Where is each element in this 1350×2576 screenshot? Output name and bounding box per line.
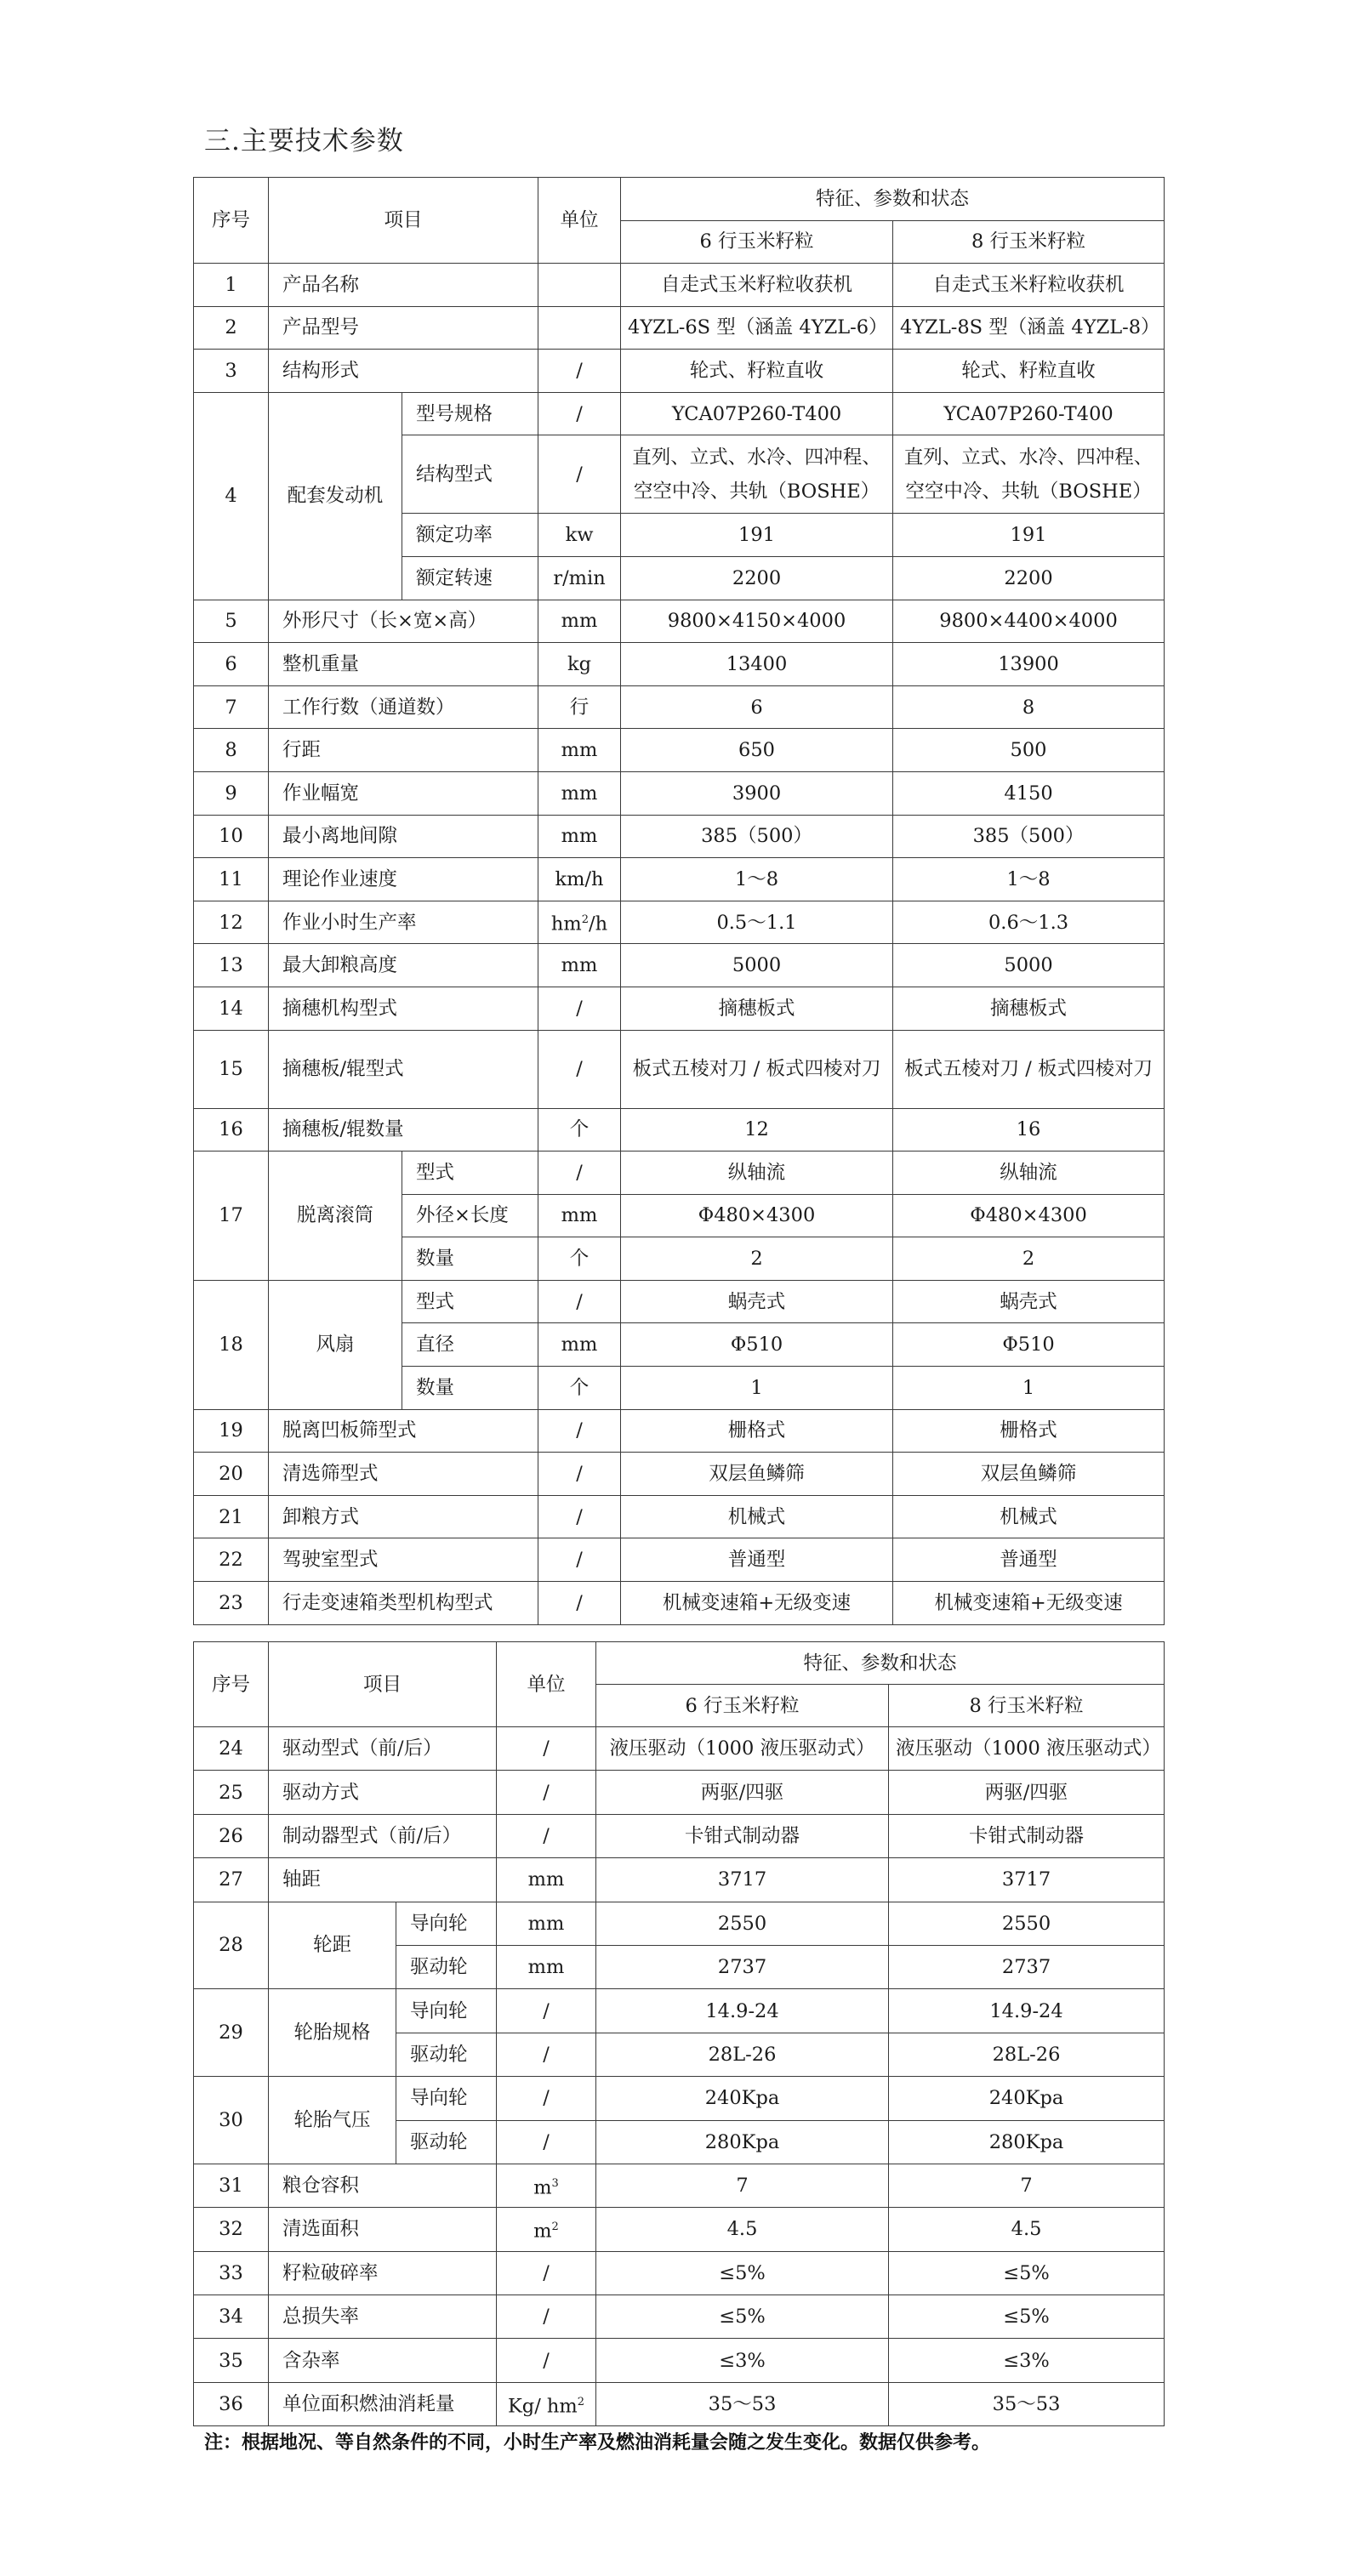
cell-value-a: 直列、立式、水冷、四冲程、空空中冷、共轨（BOSHE） — [621, 435, 893, 514]
table-row — [194, 901, 1165, 944]
table-row — [194, 2251, 1165, 2295]
cell-value-a: 2 — [621, 1237, 893, 1281]
cell-value-a: 7 — [596, 2164, 889, 2207]
table-row — [194, 1108, 1165, 1152]
header-no: 序号 — [194, 1642, 269, 1727]
cell-no: 12 — [194, 901, 269, 944]
cell-no: 17 — [194, 1152, 269, 1281]
cell-group-item: 轮距 — [269, 1902, 396, 1989]
cell-value-a: 栅格式 — [621, 1409, 893, 1453]
unit-exponent: 2 — [581, 913, 590, 927]
cell-value-b: Φ510 — [893, 1323, 1165, 1367]
table-row — [194, 2164, 1165, 2207]
cell-no: 26 — [194, 1814, 269, 1857]
cell-no: 15 — [194, 1030, 269, 1108]
cell-item: 清选筛型式 — [269, 1453, 538, 1496]
cell-value-b: 双层鱼鳞筛 — [893, 1453, 1165, 1496]
cell-value-b: 1 — [893, 1367, 1165, 1410]
cell-value-b: 14.9-24 — [889, 1989, 1165, 2033]
cell-no: 19 — [194, 1409, 269, 1453]
cell-value-b: 7 — [889, 2164, 1165, 2207]
cell-value-a: 普通型 — [621, 1538, 893, 1582]
cell-item: 卸粮方式 — [269, 1495, 538, 1538]
cell-no: 23 — [194, 1582, 269, 1625]
cell-unit: / — [538, 1409, 621, 1453]
cell-value-b: 自走式玉米籽粒收获机 — [893, 264, 1165, 307]
cell-value-b: 4YZL-8S 型（涵盖 4YZL-8） — [893, 306, 1165, 350]
table-row — [194, 1858, 1165, 1902]
cell-group-item: 脱离滚筒 — [269, 1152, 402, 1281]
cell-unit: / — [497, 2339, 596, 2382]
table-row — [194, 600, 1165, 643]
cell-unit: mm — [497, 1945, 596, 1988]
cell-value-b: 35～53 — [889, 2382, 1165, 2425]
cell-item: 粮仓容积 — [269, 2164, 497, 2207]
cell-unit: / — [497, 2033, 596, 2076]
cell-unit — [497, 2208, 596, 2251]
cell-value-b: 纵轴流 — [893, 1152, 1165, 1195]
cell-unit: mm — [538, 771, 621, 815]
cell-unit: / — [497, 1989, 596, 2033]
cell-value-a: 6 — [621, 685, 893, 729]
cell-value-a: 0.5～1.1 — [621, 901, 893, 944]
cell-unit: mm — [538, 729, 621, 772]
cell-value-a: 2200 — [621, 556, 893, 600]
cell-item: 清选面积 — [269, 2208, 497, 2251]
cell-value-a: 4YZL-6S 型（涵盖 4YZL-6） — [621, 306, 893, 350]
cell-item: 脱离凹板筛型式 — [269, 1409, 538, 1453]
cell-value-b: 280Kpa — [889, 2120, 1165, 2164]
cell-item: 作业小时生产率 — [269, 901, 538, 944]
cell-no: 22 — [194, 1538, 269, 1582]
cell-value-b: 385（500） — [893, 815, 1165, 858]
table-row — [194, 1814, 1165, 1857]
header-col-a: 6 行玉米籽粒 — [596, 1685, 889, 1727]
cell-value-b: 240Kpa — [889, 2077, 1165, 2120]
table-row — [194, 2208, 1165, 2251]
cell-group-item: 配套发动机 — [269, 392, 402, 600]
cell-value-b: 16 — [893, 1108, 1165, 1152]
table-row — [194, 392, 1165, 435]
cell-unit: kg — [538, 643, 621, 686]
cell-no: 14 — [194, 987, 269, 1030]
cell-value-b: 两驱/四驱 — [889, 1771, 1165, 1814]
cell-no: 7 — [194, 685, 269, 729]
cell-value-b: YCA07P260-T400 — [893, 392, 1165, 435]
cell-item: 驱动型式（前/后） — [269, 1727, 497, 1771]
cell-no: 36 — [194, 2382, 269, 2425]
cell-item: 摘穗板/辊型式 — [269, 1030, 538, 1108]
cell-no: 13 — [194, 944, 269, 987]
table-row — [194, 1152, 1165, 1195]
cell-value-b: 5000 — [893, 944, 1165, 987]
unit-base: m — [533, 2220, 552, 2243]
cell-item: 制动器型式（前/后） — [269, 1814, 497, 1857]
cell-value-b: 轮式、籽粒直收 — [893, 350, 1165, 393]
cell-sub-item: 导向轮 — [396, 1902, 497, 1945]
cell-unit — [538, 901, 621, 944]
cell-value-a: ≤5% — [596, 2295, 889, 2339]
cell-value-a: 机械式 — [621, 1495, 893, 1538]
cell-unit — [497, 2382, 596, 2425]
cell-unit: 个 — [538, 1108, 621, 1152]
cell-unit: / — [538, 987, 621, 1030]
cell-value-a: 1～8 — [621, 858, 893, 901]
cell-value-a: 1 — [621, 1367, 893, 1410]
cell-no: 35 — [194, 2339, 269, 2382]
cell-unit: / — [497, 1727, 596, 1771]
footnote: 注：根据地况、等自然条件的不同，小时生产率及燃油消耗量会随之发生变化。数据仅供参考。 — [204, 2431, 991, 2454]
cell-value-a: 385（500） — [621, 815, 893, 858]
cell-sub-item: 直径 — [402, 1323, 538, 1367]
cell-unit: mm — [497, 1858, 596, 1902]
cell-sub-item: 数量 — [402, 1237, 538, 1281]
cell-unit: 个 — [538, 1237, 621, 1281]
cell-value-a: 9800×4150×4000 — [621, 600, 893, 643]
cell-no: 20 — [194, 1453, 269, 1496]
cell-group-item: 轮胎规格 — [269, 1989, 396, 2077]
cell-value-a: Φ510 — [621, 1323, 893, 1367]
table-row — [194, 1902, 1165, 1945]
cell-no: 27 — [194, 1858, 269, 1902]
cell-sub-item: 驱动轮 — [396, 1945, 497, 1988]
cell-value-a: 自走式玉米籽粒收获机 — [621, 264, 893, 307]
cell-value-a: 2737 — [596, 1945, 889, 1988]
cell-value-b: ≤3% — [889, 2339, 1165, 2382]
table-row — [194, 1727, 1165, 1771]
cell-value-b: ≤5% — [889, 2295, 1165, 2339]
table-row — [194, 1495, 1165, 1538]
cell-unit: km/h — [538, 858, 621, 901]
cell-value-b: 机械变速箱+无级变速 — [893, 1582, 1165, 1625]
cell-unit: 个 — [538, 1367, 621, 1410]
cell-sub-item: 驱动轮 — [396, 2120, 497, 2164]
cell-unit: / — [497, 2120, 596, 2164]
cell-value-b: 普通型 — [893, 1538, 1165, 1582]
table-row — [194, 350, 1165, 393]
cell-no: 30 — [194, 2077, 269, 2164]
unit-base: m — [533, 2176, 552, 2199]
cell-value-b: 2550 — [889, 1902, 1165, 1945]
cell-unit: / — [497, 2077, 596, 2120]
cell-sub-item: 结构型式 — [402, 435, 538, 514]
cell-unit: / — [538, 1495, 621, 1538]
cell-no: 1 — [194, 264, 269, 307]
cell-value-a: Φ480×4300 — [621, 1194, 893, 1237]
cell-value-a: 3717 — [596, 1858, 889, 1902]
cell-value-a: ≤3% — [596, 2339, 889, 2382]
cell-unit: / — [538, 392, 621, 435]
cell-value-b: 1～8 — [893, 858, 1165, 901]
table-row — [194, 1538, 1165, 1582]
cell-item: 最小离地间隙 — [269, 815, 538, 858]
cell-unit: / — [538, 1030, 621, 1108]
cell-unit: mm — [538, 815, 621, 858]
cell-no: 31 — [194, 2164, 269, 2207]
cell-unit: mm — [538, 944, 621, 987]
cell-value-b: 4.5 — [889, 2208, 1165, 2251]
cell-value-b: 191 — [893, 514, 1165, 557]
cell-item: 行走变速箱类型机构型式 — [269, 1582, 538, 1625]
cell-sub-item: 型式 — [402, 1152, 538, 1195]
cell-item: 作业幅宽 — [269, 771, 538, 815]
header-item: 项目 — [269, 1642, 497, 1727]
cell-value-a: YCA07P260-T400 — [621, 392, 893, 435]
table-row — [194, 685, 1165, 729]
cell-value-b: 摘穗板式 — [893, 987, 1165, 1030]
cell-value-b: 蜗壳式 — [893, 1280, 1165, 1323]
cell-value-a: 双层鱼鳞筛 — [621, 1453, 893, 1496]
cell-value-a: 13400 — [621, 643, 893, 686]
cell-value-a: 5000 — [621, 944, 893, 987]
cell-unit: kw — [538, 514, 621, 557]
cell-value-b: 液压驱动（1000 液压驱动式） — [889, 1727, 1165, 1771]
cell-value-a: ≤5% — [596, 2251, 889, 2295]
cell-unit: mm — [497, 1902, 596, 1945]
cell-unit: / — [497, 1814, 596, 1857]
table-row — [194, 643, 1165, 686]
table-row — [194, 1409, 1165, 1453]
cell-unit: / — [538, 1538, 621, 1582]
header-col-b: 8 行玉米籽粒 — [889, 1685, 1165, 1727]
table-row — [194, 264, 1165, 307]
cell-value-a: 35～53 — [596, 2382, 889, 2425]
cell-value-b: 机械式 — [893, 1495, 1165, 1538]
table-row — [194, 944, 1165, 987]
cell-group-item: 轮胎气压 — [269, 2077, 396, 2164]
table-row — [194, 771, 1165, 815]
cell-no: 4 — [194, 392, 269, 600]
cell-unit — [538, 264, 621, 307]
cell-value-b: 0.6～1.3 — [893, 901, 1165, 944]
cell-value-a: 12 — [621, 1108, 893, 1152]
cell-item: 摘穗板/辊数量 — [269, 1108, 538, 1152]
cell-value-b: 2200 — [893, 556, 1165, 600]
cell-value-b: 9800×4400×4000 — [893, 600, 1165, 643]
cell-value-a: 280Kpa — [596, 2120, 889, 2164]
cell-no: 11 — [194, 858, 269, 901]
table-row — [194, 2295, 1165, 2339]
header-group: 特征、参数和状态 — [621, 178, 1165, 221]
cell-item: 籽粒破碎率 — [269, 2251, 497, 2295]
cell-value-b: 4150 — [893, 771, 1165, 815]
cell-no: 5 — [194, 600, 269, 643]
cell-value-b: 栅格式 — [893, 1409, 1165, 1453]
cell-item: 单位面积燃油消耗量 — [269, 2382, 497, 2425]
cell-item: 总损失率 — [269, 2295, 497, 2339]
cell-no: 32 — [194, 2208, 269, 2251]
cell-unit: mm — [538, 600, 621, 643]
cell-no: 16 — [194, 1108, 269, 1152]
cell-unit: / — [538, 1280, 621, 1323]
table-row — [194, 1030, 1165, 1108]
cell-item: 最大卸粮高度 — [269, 944, 538, 987]
cell-unit: mm — [538, 1194, 621, 1237]
cell-no: 6 — [194, 643, 269, 686]
header-item: 项目 — [269, 178, 538, 264]
cell-no: 34 — [194, 2295, 269, 2339]
cell-value-b: 板式五棱对刀 / 板式四棱对刀 — [893, 1030, 1165, 1108]
cell-unit: / — [497, 2295, 596, 2339]
table-row — [194, 2077, 1165, 2120]
table-row — [194, 729, 1165, 772]
cell-value-a: 2550 — [596, 1902, 889, 1945]
cell-no: 10 — [194, 815, 269, 858]
spec-table-2 — [193, 1641, 1165, 2426]
cell-unit: / — [538, 1582, 621, 1625]
cell-unit — [497, 2164, 596, 2207]
table-row — [194, 858, 1165, 901]
cell-unit: / — [538, 1453, 621, 1496]
cell-value-a: 240Kpa — [596, 2077, 889, 2120]
cell-no: 29 — [194, 1989, 269, 2077]
cell-value-a: 4.5 — [596, 2208, 889, 2251]
cell-item: 工作行数（通道数） — [269, 685, 538, 729]
cell-value-a: 191 — [621, 514, 893, 557]
unit-exponent: 3 — [551, 2176, 559, 2190]
cell-unit: / — [497, 1771, 596, 1814]
table-row — [194, 2382, 1165, 2425]
cell-item: 外形尺寸（长×宽×高） — [269, 600, 538, 643]
table-row — [194, 1582, 1165, 1625]
cell-value-a: 650 — [621, 729, 893, 772]
cell-sub-item: 型式 — [402, 1280, 538, 1323]
cell-unit — [538, 306, 621, 350]
header-group: 特征、参数和状态 — [596, 1642, 1165, 1685]
table-header-row — [194, 178, 1165, 221]
cell-unit: / — [538, 1152, 621, 1195]
spec-table-1 — [193, 177, 1165, 1625]
cell-sub-item: 额定转速 — [402, 556, 538, 600]
cell-item: 整机重量 — [269, 643, 538, 686]
cell-no: 33 — [194, 2251, 269, 2295]
cell-sub-item: 数量 — [402, 1367, 538, 1410]
cell-unit: 行 — [538, 685, 621, 729]
cell-value-a: 液压驱动（1000 液压驱动式） — [596, 1727, 889, 1771]
cell-sub-item: 导向轮 — [396, 1989, 497, 2033]
cell-no: 24 — [194, 1727, 269, 1771]
section-title: 三.主要技术参数 — [204, 126, 404, 156]
cell-unit: / — [538, 435, 621, 514]
table-row — [194, 1280, 1165, 1323]
header-col-a: 6 行玉米籽粒 — [621, 220, 893, 264]
cell-sub-item: 驱动轮 — [396, 2033, 497, 2076]
header-unit: 单位 — [538, 178, 621, 264]
cell-value-b: 卡钳式制动器 — [889, 1814, 1165, 1857]
header-no: 序号 — [194, 178, 269, 264]
cell-no: 2 — [194, 306, 269, 350]
header-unit: 单位 — [497, 1642, 596, 1727]
cell-value-a: 28L-26 — [596, 2033, 889, 2076]
cell-no: 25 — [194, 1771, 269, 1814]
cell-value-a: 两驱/四驱 — [596, 1771, 889, 1814]
cell-sub-item: 导向轮 — [396, 2077, 497, 2120]
cell-value-a: 14.9-24 — [596, 1989, 889, 2033]
table-row — [194, 2339, 1165, 2382]
cell-no: 8 — [194, 729, 269, 772]
cell-value-b: 2737 — [889, 1945, 1165, 1988]
cell-item: 含杂率 — [269, 2339, 497, 2382]
unit-base: Kg/ hm — [507, 2395, 578, 2418]
table-row — [194, 987, 1165, 1030]
cell-value-b: 直列、立式、水冷、四冲程、空空中冷、共轨（BOSHE） — [893, 435, 1165, 514]
cell-no: 3 — [194, 350, 269, 393]
cell-value-b: Φ480×4300 — [893, 1194, 1165, 1237]
cell-value-b: 500 — [893, 729, 1165, 772]
cell-value-b: 13900 — [893, 643, 1165, 686]
cell-sub-item: 型号规格 — [402, 392, 538, 435]
cell-sub-item: 外径×长度 — [402, 1194, 538, 1237]
cell-item: 驾驶室型式 — [269, 1538, 538, 1582]
cell-unit: r/min — [538, 556, 621, 600]
cell-no: 18 — [194, 1280, 269, 1409]
cell-unit: / — [538, 350, 621, 393]
cell-value-a: 蜗壳式 — [621, 1280, 893, 1323]
cell-value-b: 2 — [893, 1237, 1165, 1281]
cell-value-b: 3717 — [889, 1858, 1165, 1902]
cell-value-a: 轮式、籽粒直收 — [621, 350, 893, 393]
cell-item: 理论作业速度 — [269, 858, 538, 901]
unit-exponent: 2 — [577, 2395, 585, 2408]
cell-item: 结构形式 — [269, 350, 538, 393]
unit-tail: /h — [589, 913, 608, 935]
unit-exponent: 2 — [551, 2221, 559, 2234]
cell-item: 产品名称 — [269, 264, 538, 307]
cell-item: 产品型号 — [269, 306, 538, 350]
cell-value-a: 板式五棱对刀 / 板式四棱对刀 — [621, 1030, 893, 1108]
cell-value-a: 卡钳式制动器 — [596, 1814, 889, 1857]
cell-value-a: 3900 — [621, 771, 893, 815]
cell-value-b: ≤5% — [889, 2251, 1165, 2295]
table-row — [194, 1453, 1165, 1496]
cell-no: 21 — [194, 1495, 269, 1538]
cell-no: 9 — [194, 771, 269, 815]
cell-item: 行距 — [269, 729, 538, 772]
table-row — [194, 1989, 1165, 2033]
cell-value-b: 8 — [893, 685, 1165, 729]
cell-item: 驱动方式 — [269, 1771, 497, 1814]
cell-unit: mm — [538, 1323, 621, 1367]
cell-value-a: 机械变速箱+无级变速 — [621, 1582, 893, 1625]
cell-value-b: 28L-26 — [889, 2033, 1165, 2076]
cell-item: 轴距 — [269, 1858, 497, 1902]
cell-item: 摘穗机构型式 — [269, 987, 538, 1030]
header-col-b: 8 行玉米籽粒 — [893, 220, 1165, 264]
cell-value-a: 纵轴流 — [621, 1152, 893, 1195]
unit-base: hm — [550, 913, 582, 935]
cell-sub-item: 额定功率 — [402, 514, 538, 557]
cell-group-item: 风扇 — [269, 1280, 402, 1409]
cell-no: 28 — [194, 1902, 269, 1989]
table-row — [194, 1771, 1165, 1814]
cell-value-a: 摘穗板式 — [621, 987, 893, 1030]
cell-unit: / — [497, 2251, 596, 2295]
table-header-row — [194, 1642, 1165, 1685]
table-row — [194, 306, 1165, 350]
table-row — [194, 815, 1165, 858]
